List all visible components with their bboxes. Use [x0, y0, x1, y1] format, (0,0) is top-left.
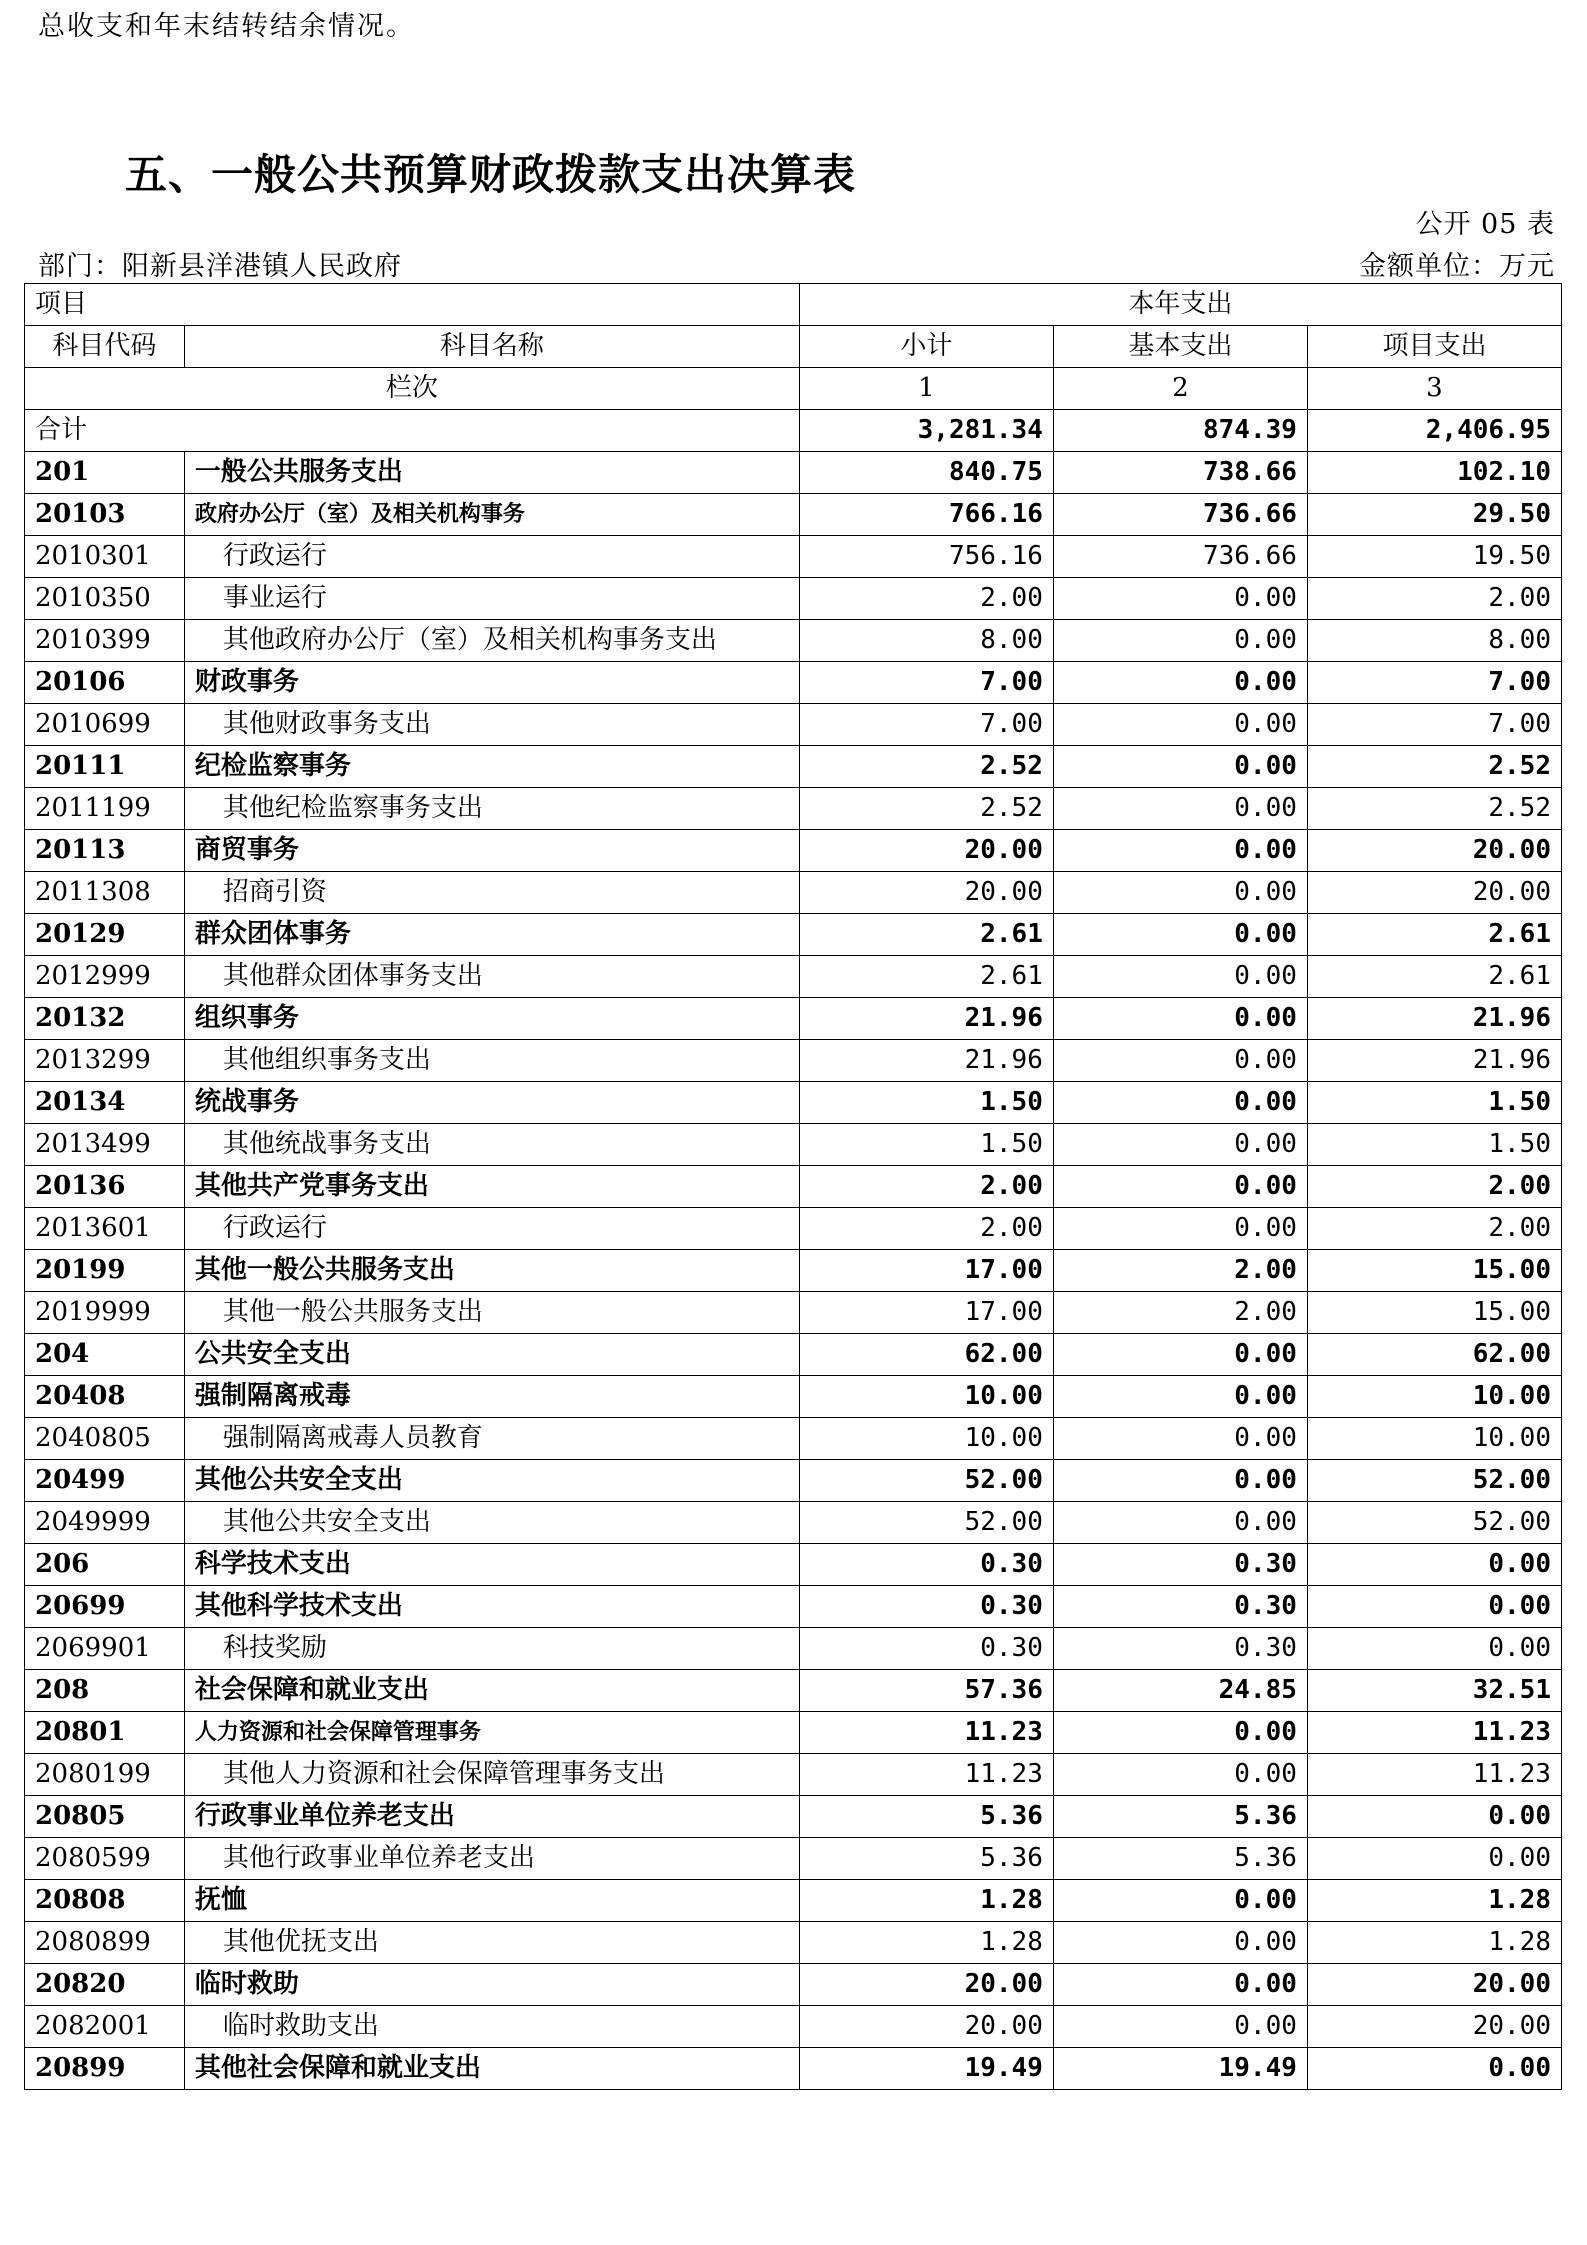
row-name: 其他共产党事务支出	[184, 1166, 799, 1208]
table-row	[25, 578, 1562, 620]
row-project: 2.52	[1307, 788, 1561, 830]
row-code: 2013601	[25, 1208, 185, 1250]
total-subtotal: 3,281.34	[799, 410, 1053, 452]
row-name: 强制隔离戒毒	[184, 1376, 799, 1418]
row-name: 其他公共安全支出	[184, 1502, 799, 1544]
row-name: 科学技术支出	[184, 1544, 799, 1586]
intro-text: 总收支和年末结转结余情况。	[38, 11, 415, 42]
row-name: 其他优抚支出	[184, 1922, 799, 1964]
row-basic: 0.00	[1053, 1376, 1307, 1418]
table-row	[25, 1040, 1562, 1082]
row-project: 10.00	[1307, 1376, 1561, 1418]
table-row	[25, 1292, 1562, 1334]
table-number: 公开 05 表	[1415, 209, 1555, 240]
header-code: 科目代码	[25, 326, 185, 368]
table-row	[25, 662, 1562, 704]
row-basic: 0.00	[1053, 1418, 1307, 1460]
row-code: 20805	[25, 1796, 185, 1838]
header-subtotal: 小计	[799, 326, 1053, 368]
table-row	[25, 620, 1562, 662]
row-name: 人力资源和社会保障管理事务	[184, 1712, 799, 1754]
table-row	[25, 998, 1562, 1040]
total-basic: 874.39	[1053, 410, 1307, 452]
row-code: 2080899	[25, 1922, 185, 1964]
row-subtotal: 8.00	[799, 620, 1053, 662]
row-project: 20.00	[1307, 1964, 1561, 2006]
row-code: 206	[25, 1544, 185, 1586]
row-basic: 0.00	[1053, 578, 1307, 620]
header-basic: 基本支出	[1053, 326, 1307, 368]
column-index-3: 3	[1307, 368, 1561, 410]
column-index-label: 栏次	[25, 368, 800, 410]
expenditure-table	[24, 283, 1562, 2090]
row-subtotal: 5.36	[799, 1796, 1053, 1838]
row-name: 商贸事务	[184, 830, 799, 872]
row-basic: 0.00	[1053, 914, 1307, 956]
row-subtotal: 20.00	[799, 830, 1053, 872]
table-row	[25, 1166, 1562, 1208]
row-subtotal: 2.61	[799, 956, 1053, 998]
row-name: 抚恤	[184, 1880, 799, 1922]
row-code: 20820	[25, 1964, 185, 2006]
table-row	[25, 1460, 1562, 1502]
row-subtotal: 10.00	[799, 1418, 1053, 1460]
table-row	[25, 494, 1562, 536]
row-project: 0.00	[1307, 1838, 1561, 1880]
row-name: 行政运行	[184, 536, 799, 578]
row-project: 11.23	[1307, 1754, 1561, 1796]
table-row	[25, 1250, 1562, 1292]
column-index-row	[25, 368, 1562, 410]
row-basic: 0.00	[1053, 704, 1307, 746]
row-project: 15.00	[1307, 1250, 1561, 1292]
row-name: 招商引资	[184, 872, 799, 914]
row-project: 15.00	[1307, 1292, 1561, 1334]
row-subtotal: 2.52	[799, 788, 1053, 830]
table-row	[25, 704, 1562, 746]
row-basic: 0.00	[1053, 620, 1307, 662]
table-row	[25, 1502, 1562, 1544]
table-row	[25, 1796, 1562, 1838]
row-basic: 736.66	[1053, 494, 1307, 536]
row-project: 2.61	[1307, 914, 1561, 956]
row-name: 其他一般公共服务支出	[184, 1250, 799, 1292]
table-row	[25, 1124, 1562, 1166]
row-basic: 0.00	[1053, 998, 1307, 1040]
row-basic: 0.00	[1053, 1754, 1307, 1796]
row-name: 其他纪检监察事务支出	[184, 788, 799, 830]
row-code: 2013299	[25, 1040, 185, 1082]
row-subtotal: 62.00	[799, 1334, 1053, 1376]
row-basic: 738.66	[1053, 452, 1307, 494]
row-code: 201	[25, 452, 185, 494]
row-project: 20.00	[1307, 2006, 1561, 2048]
header-name: 科目名称	[184, 326, 799, 368]
row-name: 事业运行	[184, 578, 799, 620]
row-code: 2019999	[25, 1292, 185, 1334]
table-row	[25, 1334, 1562, 1376]
row-project: 20.00	[1307, 830, 1561, 872]
row-subtotal: 0.30	[799, 1628, 1053, 1670]
row-project: 0.00	[1307, 2048, 1561, 2090]
row-subtotal: 52.00	[799, 1502, 1053, 1544]
row-name: 行政事业单位养老支出	[184, 1796, 799, 1838]
table-row	[25, 1670, 1562, 1712]
row-code: 2010699	[25, 704, 185, 746]
header-item: 项目	[25, 284, 800, 326]
row-basic: 0.00	[1053, 1334, 1307, 1376]
unit-label: 金额单位：万元	[1359, 251, 1555, 282]
row-subtotal: 52.00	[799, 1460, 1053, 1502]
row-subtotal: 20.00	[799, 2006, 1053, 2048]
row-code: 20408	[25, 1376, 185, 1418]
row-name: 临时救助	[184, 1964, 799, 2006]
row-code: 2011199	[25, 788, 185, 830]
table-row	[25, 1922, 1562, 1964]
row-subtotal: 2.52	[799, 746, 1053, 788]
row-project: 52.00	[1307, 1460, 1561, 1502]
row-project: 1.28	[1307, 1880, 1561, 1922]
table-row	[25, 1628, 1562, 1670]
row-code: 2082001	[25, 2006, 185, 2048]
table-row	[25, 1544, 1562, 1586]
row-project: 7.00	[1307, 704, 1561, 746]
row-name: 其他统战事务支出	[184, 1124, 799, 1166]
row-basic: 0.00	[1053, 1166, 1307, 1208]
row-name: 临时救助支出	[184, 2006, 799, 2048]
row-code: 2049999	[25, 1502, 185, 1544]
row-name: 其他行政事业单位养老支出	[184, 1838, 799, 1880]
row-project: 10.00	[1307, 1418, 1561, 1460]
row-project: 0.00	[1307, 1544, 1561, 1586]
row-basic: 0.30	[1053, 1586, 1307, 1628]
row-name: 其他群众团体事务支出	[184, 956, 799, 998]
table-row	[25, 452, 1562, 494]
row-basic: 0.00	[1053, 1502, 1307, 1544]
row-subtotal: 1.28	[799, 1880, 1053, 1922]
row-name: 纪检监察事务	[184, 746, 799, 788]
table-row	[25, 1712, 1562, 1754]
total-row	[25, 410, 1562, 452]
table-row	[25, 536, 1562, 578]
header-project: 项目支出	[1307, 326, 1561, 368]
row-basic: 0.00	[1053, 872, 1307, 914]
table-row	[25, 1754, 1562, 1796]
row-basic: 736.66	[1053, 536, 1307, 578]
row-subtotal: 0.30	[799, 1544, 1053, 1586]
table-row	[25, 2006, 1562, 2048]
row-project: 20.00	[1307, 872, 1561, 914]
row-name: 科技奖励	[184, 1628, 799, 1670]
row-code: 2040805	[25, 1418, 185, 1460]
row-code: 20134	[25, 1082, 185, 1124]
row-name: 其他公共安全支出	[184, 1460, 799, 1502]
row-project: 2.61	[1307, 956, 1561, 998]
row-name: 组织事务	[184, 998, 799, 1040]
row-project: 0.00	[1307, 1796, 1561, 1838]
row-name: 群众团体事务	[184, 914, 799, 956]
row-basic: 19.49	[1053, 2048, 1307, 2090]
row-project: 21.96	[1307, 998, 1561, 1040]
row-name: 行政运行	[184, 1208, 799, 1250]
row-code: 20106	[25, 662, 185, 704]
row-name: 其他政府办公厅（室）及相关机构事务支出	[184, 620, 799, 662]
row-subtotal: 20.00	[799, 872, 1053, 914]
header-current-year: 本年支出	[799, 284, 1561, 326]
row-code: 20199	[25, 1250, 185, 1292]
row-subtotal: 11.23	[799, 1712, 1053, 1754]
row-code: 2010350	[25, 578, 185, 620]
table-row	[25, 1082, 1562, 1124]
row-basic: 0.00	[1053, 1040, 1307, 1082]
row-basic: 0.00	[1053, 1124, 1307, 1166]
table-row	[25, 788, 1562, 830]
row-code: 2069901	[25, 1628, 185, 1670]
row-project: 21.96	[1307, 1040, 1561, 1082]
column-index-2: 2	[1053, 368, 1307, 410]
row-basic: 0.00	[1053, 1712, 1307, 1754]
table-row	[25, 914, 1562, 956]
row-subtotal: 766.16	[799, 494, 1053, 536]
row-subtotal: 7.00	[799, 704, 1053, 746]
row-code: 20113	[25, 830, 185, 872]
row-subtotal: 17.00	[799, 1250, 1053, 1292]
row-project: 1.50	[1307, 1124, 1561, 1166]
row-subtotal: 20.00	[799, 1964, 1053, 2006]
row-project: 2.52	[1307, 746, 1561, 788]
row-project: 32.51	[1307, 1670, 1561, 1712]
row-code: 2010399	[25, 620, 185, 662]
column-index-1: 1	[799, 368, 1053, 410]
row-basic: 0.00	[1053, 830, 1307, 872]
row-basic: 0.00	[1053, 956, 1307, 998]
row-name: 其他一般公共服务支出	[184, 1292, 799, 1334]
row-name: 政府办公厅（室）及相关机构事务	[184, 494, 799, 536]
total-project: 2,406.95	[1307, 410, 1561, 452]
row-code: 208	[25, 1670, 185, 1712]
table-row	[25, 872, 1562, 914]
row-basic: 0.00	[1053, 1082, 1307, 1124]
table-row	[25, 830, 1562, 872]
row-subtotal: 2.00	[799, 1166, 1053, 1208]
table-row	[25, 1964, 1562, 2006]
row-subtotal: 10.00	[799, 1376, 1053, 1418]
row-basic: 0.00	[1053, 2006, 1307, 2048]
total-label: 合计	[25, 410, 800, 452]
row-basic: 0.00	[1053, 746, 1307, 788]
row-code: 2010301	[25, 536, 185, 578]
row-basic: 5.36	[1053, 1838, 1307, 1880]
row-subtotal: 1.50	[799, 1082, 1053, 1124]
row-name: 其他财政事务支出	[184, 704, 799, 746]
header-row-2	[25, 326, 1562, 368]
row-name: 其他科学技术支出	[184, 1586, 799, 1628]
row-subtotal: 2.00	[799, 1208, 1053, 1250]
row-code: 2013499	[25, 1124, 185, 1166]
row-code: 20132	[25, 998, 185, 1040]
row-subtotal: 21.96	[799, 1040, 1053, 1082]
row-project: 102.10	[1307, 452, 1561, 494]
row-project: 19.50	[1307, 536, 1561, 578]
row-code: 20111	[25, 746, 185, 788]
row-project: 0.00	[1307, 1628, 1561, 1670]
row-project: 11.23	[1307, 1712, 1561, 1754]
row-basic: 0.00	[1053, 662, 1307, 704]
row-code: 2080599	[25, 1838, 185, 1880]
table-row	[25, 1418, 1562, 1460]
row-basic: 0.00	[1053, 1922, 1307, 1964]
row-code: 20499	[25, 1460, 185, 1502]
table-row	[25, 1838, 1562, 1880]
row-subtotal: 17.00	[799, 1292, 1053, 1334]
row-code: 2080199	[25, 1754, 185, 1796]
row-subtotal: 756.16	[799, 536, 1053, 578]
row-subtotal: 2.00	[799, 578, 1053, 620]
row-subtotal: 1.28	[799, 1922, 1053, 1964]
row-project: 29.50	[1307, 494, 1561, 536]
row-basic: 2.00	[1053, 1250, 1307, 1292]
row-name: 其他人力资源和社会保障管理事务支出	[184, 1754, 799, 1796]
row-project: 2.00	[1307, 578, 1561, 620]
row-code: 20899	[25, 2048, 185, 2090]
department-label: 部门：阳新县洋港镇人民政府	[38, 251, 402, 282]
row-project: 52.00	[1307, 1502, 1561, 1544]
row-basic: 24.85	[1053, 1670, 1307, 1712]
row-subtotal: 2.61	[799, 914, 1053, 956]
header-row-1	[25, 284, 1562, 326]
row-subtotal: 21.96	[799, 998, 1053, 1040]
row-basic: 2.00	[1053, 1292, 1307, 1334]
table-row	[25, 1208, 1562, 1250]
row-subtotal: 840.75	[799, 452, 1053, 494]
row-code: 20103	[25, 494, 185, 536]
table-row	[25, 956, 1562, 998]
row-project: 2.00	[1307, 1208, 1561, 1250]
row-subtotal: 5.36	[799, 1838, 1053, 1880]
row-subtotal: 11.23	[799, 1754, 1053, 1796]
row-subtotal: 57.36	[799, 1670, 1053, 1712]
row-code: 204	[25, 1334, 185, 1376]
row-basic: 0.00	[1053, 1460, 1307, 1502]
row-name: 其他社会保障和就业支出	[184, 2048, 799, 2090]
table-row	[25, 1880, 1562, 1922]
row-basic: 0.00	[1053, 1880, 1307, 1922]
row-project: 62.00	[1307, 1334, 1561, 1376]
row-project: 1.28	[1307, 1922, 1561, 1964]
row-project: 2.00	[1307, 1166, 1561, 1208]
row-basic: 0.30	[1053, 1628, 1307, 1670]
table-row	[25, 1376, 1562, 1418]
page-title: 五、一般公共预算财政拨款支出决算表	[125, 150, 857, 199]
row-code: 20129	[25, 914, 185, 956]
row-basic: 5.36	[1053, 1796, 1307, 1838]
table-row	[25, 746, 1562, 788]
row-name: 一般公共服务支出	[184, 452, 799, 494]
row-basic: 0.30	[1053, 1544, 1307, 1586]
row-name: 统战事务	[184, 1082, 799, 1124]
row-subtotal: 7.00	[799, 662, 1053, 704]
row-code: 20136	[25, 1166, 185, 1208]
row-project: 0.00	[1307, 1586, 1561, 1628]
table-row	[25, 2048, 1562, 2090]
table-row	[25, 1586, 1562, 1628]
row-basic: 0.00	[1053, 788, 1307, 830]
row-code: 2012999	[25, 956, 185, 998]
row-name: 社会保障和就业支出	[184, 1670, 799, 1712]
row-name: 其他组织事务支出	[184, 1040, 799, 1082]
row-name: 公共安全支出	[184, 1334, 799, 1376]
row-basic: 0.00	[1053, 1208, 1307, 1250]
row-code: 20699	[25, 1586, 185, 1628]
row-project: 7.00	[1307, 662, 1561, 704]
row-subtotal: 19.49	[799, 2048, 1053, 2090]
row-code: 20801	[25, 1712, 185, 1754]
row-basic: 0.00	[1053, 1964, 1307, 2006]
row-project: 8.00	[1307, 620, 1561, 662]
row-code: 20808	[25, 1880, 185, 1922]
row-subtotal: 1.50	[799, 1124, 1053, 1166]
row-name: 强制隔离戒毒人员教育	[184, 1418, 799, 1460]
row-project: 1.50	[1307, 1082, 1561, 1124]
row-code: 2011308	[25, 872, 185, 914]
row-name: 财政事务	[184, 662, 799, 704]
row-subtotal: 0.30	[799, 1586, 1053, 1628]
